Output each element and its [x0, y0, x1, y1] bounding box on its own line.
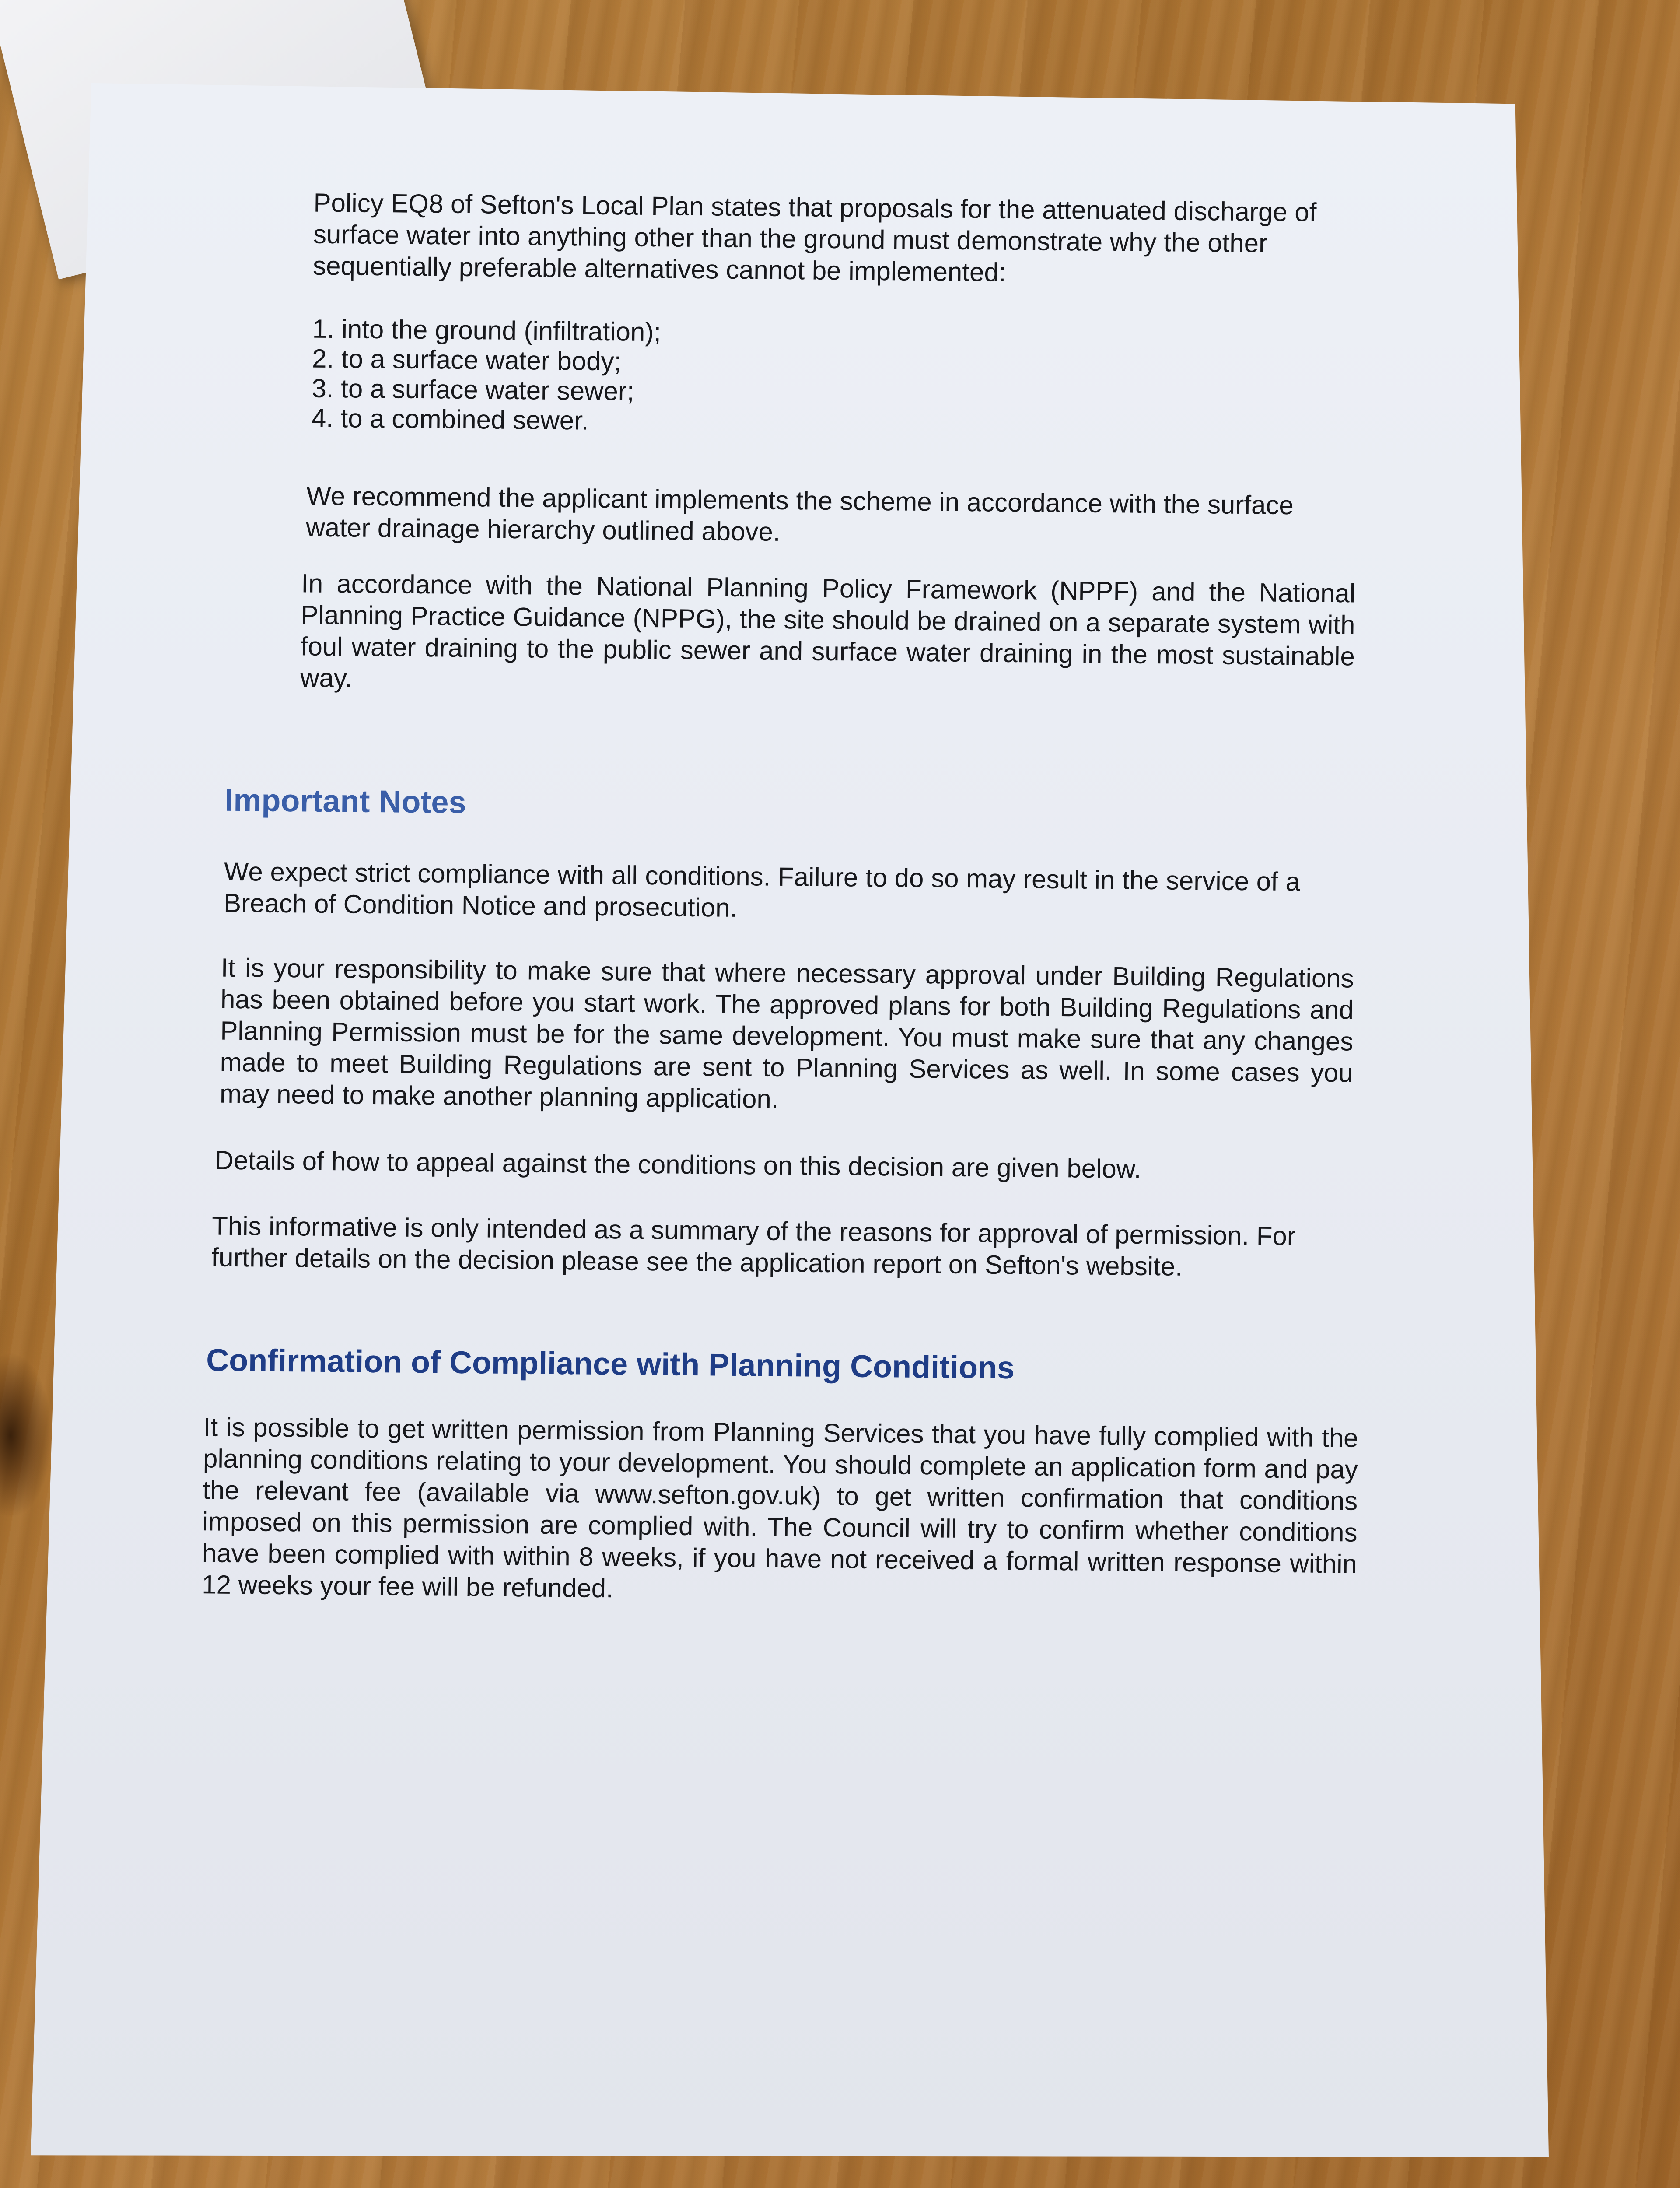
notes-paragraph-building-regulations: It is your responsibility to make sure that where necessary approval under Building Regulations has been obtained before you start work. The approved plans for both Building Regulations and Planning Permission must be for the same development. You must make sure that any changes made to meet Building Regulations are sent to Planning Services as well. In some cases you may need to make another planning application. — [219, 953, 1354, 1114]
notes-paragraph-appeal: Details of how to appeal against the conditions on this decision are given below. — [214, 1145, 1141, 1184]
recommendation-paragraph: We recommend the applicant implements the scheme in accordance with the surface water drainage hierarchy outlined above. — [306, 481, 1294, 547]
compliance-heading: Confirmation of Compliance with Planning Conditions — [206, 1343, 1015, 1386]
notes-paragraph-informative: This informative is only intended as a summary of the reasons for approval of permission. For further details on the decision please see the application report on Sefton's website. — [211, 1211, 1296, 1281]
nppf-paragraph: In accordance with the National Planning Policy Framework (NPPF) and the National Planning Practice Guidance (NPPG), the site should be drained on a separate system with foul water draining to the public sewer and surface water draining in the most sustainable way. — [300, 568, 1356, 693]
drainage-hierarchy-list — [312, 314, 1100, 441]
notes-paragraph-compliance: We expect strict compliance with all conditions. Failure to do so may result in the service of a Breach of Condition Notice and prosecution. — [223, 856, 1301, 922]
compliance-paragraph: It is possible to get written permission from Planning Services that you have fully complied with the planning conditions relating to your development. You should complete an application form and pay the relevant fee (available via www.sefton.gov.uk) to get written confirmation that conditions imposed on this permission are complied with. The Council will try to confirm whether conditions have been complied with within 8 weeks, if you have not received a formal written response within 12 weeks your fee will be refunded. — [201, 1412, 1358, 1603]
list-item: 4. to a combined sewer. — [311, 403, 589, 435]
list-item: 1. into the ground (infiltration); — [312, 314, 662, 347]
list-item: 2. to a surface water body; — [312, 344, 622, 376]
list-item: 3. to a surface water sewer; — [312, 373, 634, 406]
intro-paragraph: Policy EQ8 of Sefton's Local Plan states that proposals for the attenuated discharge of surface water into anything other than the ground must demonstrate why the other sequentially preferable alternatives cannot be implemented: — [312, 188, 1317, 287]
important-notes-heading: Important Notes — [224, 782, 466, 820]
